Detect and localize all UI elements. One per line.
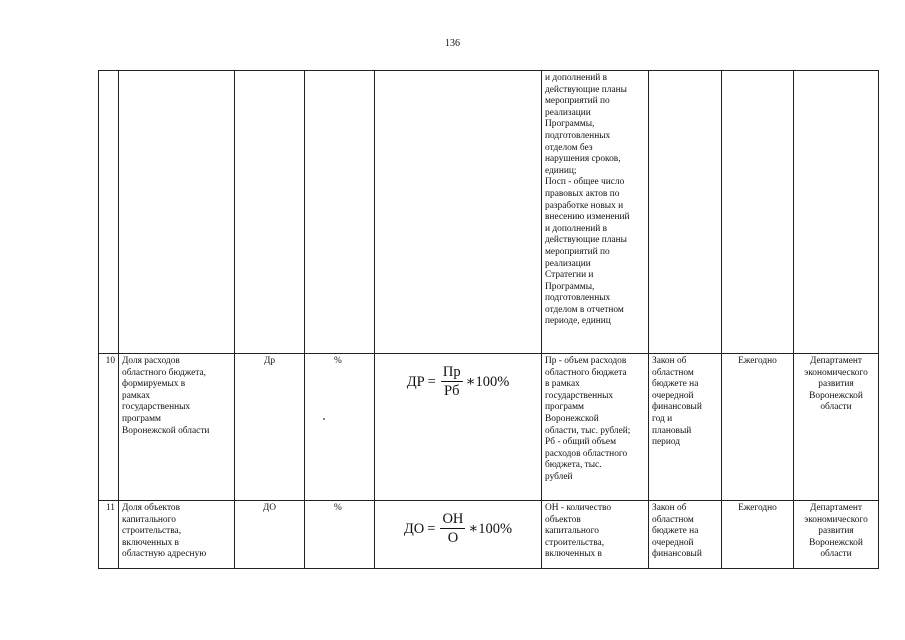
data-source <box>649 354 722 501</box>
text-line: рамках <box>122 390 151 401</box>
text-line: капитального <box>122 514 176 525</box>
text-line: Пр - объем расходов <box>545 356 627 366</box>
cell-variables <box>542 71 649 354</box>
text-line: Воронежской <box>545 413 599 424</box>
indicators-table <box>98 70 879 569</box>
formula-lhs: ДР <box>406 373 425 390</box>
text-line: ОН - количество <box>545 503 612 513</box>
text-line: отделом без <box>545 142 593 153</box>
cell-num <box>99 71 119 354</box>
variables-description <box>542 354 649 501</box>
text-line: Доля объектов <box>122 503 181 513</box>
text-line: бюджете на <box>652 526 699 537</box>
text-line: нарушения сроков, <box>545 154 621 165</box>
frequency: Ежегодно <box>722 354 794 501</box>
text-line: области <box>820 549 852 560</box>
text-line: финансовый <box>652 402 702 413</box>
continuation-text <box>545 73 645 328</box>
data-source <box>649 501 722 569</box>
formula-numerator: Пр <box>442 364 461 380</box>
text-line: Закон об <box>652 356 687 366</box>
text-line: реализации <box>545 107 591 118</box>
text-line: внесению изменений <box>545 212 630 223</box>
text-line: областном <box>652 514 694 525</box>
text-line: Воронежской <box>809 390 863 401</box>
text-line: правовых актов по <box>545 188 620 199</box>
text-line: подготовленных <box>545 130 611 141</box>
text-line: программ <box>122 413 161 424</box>
formula-denominator: О <box>447 530 459 546</box>
text-line: формируемых в <box>122 379 186 390</box>
text-line: отделом в отчетном <box>545 304 624 315</box>
text-line: единиц; <box>545 165 577 176</box>
variables-description <box>542 501 649 569</box>
row-number: 10 <box>99 354 119 501</box>
cell-name <box>119 71 235 354</box>
text-line: Посп - общее число <box>545 177 625 188</box>
indicator-unit: % <box>305 501 375 569</box>
cell-responsible <box>794 71 879 354</box>
text-line: подготовленных <box>545 293 611 304</box>
text-line: объектов <box>545 514 581 525</box>
cell-unit <box>305 71 375 354</box>
text-line: государственных <box>122 402 191 413</box>
text-line: очередной <box>652 390 694 401</box>
cell-formula <box>375 71 542 354</box>
text-line: включенных в <box>545 549 602 560</box>
text-line: реализации <box>545 258 591 269</box>
text-line: Программы, <box>545 119 595 130</box>
text-line: очередной <box>652 537 694 548</box>
text-line: разработке новых и <box>545 200 624 211</box>
formula-expression: ДР = $\frac{Пр}{Рб}$ ∗100% <box>406 364 510 399</box>
text-line: мероприятий по <box>545 246 610 257</box>
text-line: Воронежской <box>809 537 863 548</box>
text-line: развития <box>818 526 854 537</box>
responsible-department <box>794 354 879 501</box>
text-line: экономического <box>804 367 868 378</box>
text-line: бюджета, тыс. <box>545 460 602 471</box>
cell-symbol <box>235 71 305 354</box>
text-line: плановый <box>652 425 692 436</box>
row-number: 11 <box>99 501 119 569</box>
formula-expression: ДО = $\frac{ОН}{О}$ ∗100% <box>403 511 513 546</box>
text-line: Стратегии и <box>545 270 594 281</box>
indicator-name <box>119 354 235 501</box>
page-number: 136 <box>445 38 460 49</box>
text-line: действующие планы <box>545 84 627 95</box>
text-line: развития <box>818 379 854 390</box>
text-line: областную адресную <box>122 549 207 560</box>
text-line: капитального <box>545 526 599 537</box>
text-line: Департамент <box>810 503 862 513</box>
text-line: области, тыс. рублей; <box>545 425 631 436</box>
text-line: рублей <box>545 471 573 482</box>
text-line: и дополнений в <box>545 223 608 234</box>
text-line: период <box>652 437 681 448</box>
text-line: строительства, <box>545 537 605 548</box>
text-line: Рб - общий объем <box>545 437 617 448</box>
formula-denominator: Рб <box>444 383 460 399</box>
text-line: Воронежской области <box>122 425 210 436</box>
text-line: областного бюджета, <box>122 367 206 378</box>
text-line: экономического <box>804 514 868 525</box>
text-line: и дополнений в <box>545 73 608 83</box>
text-line: периоде, единиц <box>545 316 611 327</box>
text-line: финансовый <box>652 549 702 560</box>
text-line: области <box>820 402 852 413</box>
text-line: Доля расходов <box>122 356 180 366</box>
formula-multiplier: ∗100% <box>465 373 510 390</box>
formula-lhs: ДО <box>403 520 425 537</box>
responsible-department <box>794 501 879 569</box>
text-line: бюджете на <box>652 379 699 390</box>
indicator-symbol: Др <box>235 354 305 501</box>
indicator-symbol: ДО <box>235 501 305 569</box>
text-line: мероприятий по <box>545 96 610 107</box>
formula <box>375 354 542 501</box>
table-row <box>99 501 879 569</box>
text-line: Департамент <box>810 356 862 366</box>
text-line: действующие планы <box>545 235 627 246</box>
cell-frequency <box>722 71 794 354</box>
text-line: включенных в <box>122 537 179 548</box>
indicator-unit: % <box>305 354 375 501</box>
text-line: строительства, <box>122 526 182 537</box>
text-line: Закон об <box>652 503 687 513</box>
table-row-continuation <box>99 71 879 354</box>
text-line: в рамках <box>545 379 580 390</box>
text-line: областного бюджета <box>545 367 627 378</box>
formula-numerator: ОН <box>442 511 464 527</box>
text-line: государственных <box>545 390 614 401</box>
text-line: программ <box>545 402 584 413</box>
formula-fraction <box>441 364 463 399</box>
formula-fraction <box>440 511 465 546</box>
text-line: расходов областного <box>545 448 628 459</box>
table-row <box>99 354 879 501</box>
cell-source <box>649 71 722 354</box>
text-line: областном <box>652 367 694 378</box>
scan-speck <box>323 418 325 420</box>
formula-multiplier: ∗100% <box>468 520 513 537</box>
formula <box>375 501 542 569</box>
indicator-name <box>119 501 235 569</box>
text-line: Программы, <box>545 281 595 292</box>
frequency: Ежегодно <box>722 501 794 569</box>
text-line: год и <box>652 413 673 424</box>
